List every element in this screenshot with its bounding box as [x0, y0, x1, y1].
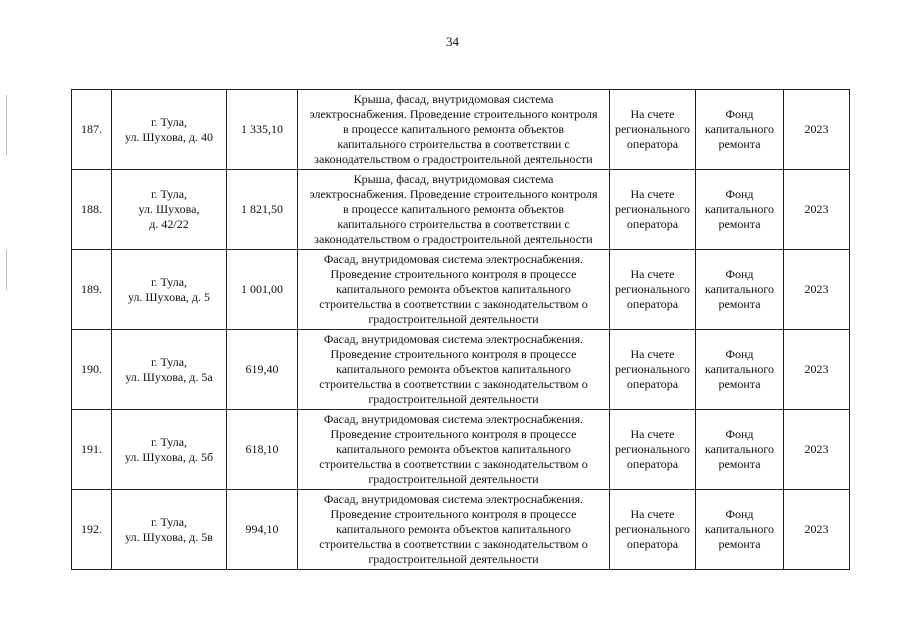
account-cell	[610, 330, 696, 410]
cell-line: ул. Шухова, д. 5а	[125, 369, 213, 384]
cell-line: градостроительной деятельности	[368, 472, 539, 486]
row-number: 189.	[72, 250, 112, 330]
cell-line: регионального	[614, 522, 691, 536]
cell-line: д. 42/22	[149, 217, 189, 231]
cell-line: Крыша, фасад, внутридомовая система	[353, 172, 554, 186]
table-row	[72, 330, 850, 410]
funding-source-cell	[696, 490, 784, 570]
cell-line: ремонта	[718, 537, 761, 551]
row-number: 191.	[72, 410, 112, 490]
cell-line: капитального ремонта объектов капитального	[336, 282, 571, 296]
table-row	[72, 490, 850, 570]
cell-line: в процессе капитального ремонта объектов	[342, 202, 565, 216]
cell-line: градостроительной деятельности	[368, 312, 539, 326]
area-cell: 994,10	[227, 490, 298, 570]
cell-line: Фасад, внутридомовая система электроснабжения.	[323, 332, 584, 346]
cell-line: оператора	[626, 137, 679, 151]
cell-line: регионального	[614, 282, 691, 296]
cell-line: оператора	[626, 377, 679, 391]
work-description-cell	[298, 330, 610, 410]
cell-line: г. Тула,	[150, 187, 188, 201]
row-number: 187.	[72, 90, 112, 170]
work-description-cell	[298, 90, 610, 170]
cell-line: Фонд	[725, 427, 754, 441]
cell-line: капитального	[705, 202, 774, 216]
funding-source-cell	[696, 170, 784, 250]
cell-line: регионального	[614, 202, 691, 216]
cell-line: Фонд	[725, 187, 754, 201]
work-description-cell	[298, 410, 610, 490]
cell-line: оператора	[626, 297, 679, 311]
account-cell	[610, 490, 696, 570]
year-cell: 2023	[784, 410, 850, 490]
funding-source-cell	[696, 250, 784, 330]
cell-line: На счете	[630, 107, 675, 121]
area-cell: 618,10	[227, 410, 298, 490]
area-cell: 1 001,00	[227, 250, 298, 330]
page-number: 34	[446, 34, 459, 49]
funding-source-cell	[696, 330, 784, 410]
address-cell	[112, 490, 227, 570]
account-cell	[610, 250, 696, 330]
cell-line: ул. Шухова, д. 5б	[124, 449, 214, 464]
cell-line: капитального	[705, 442, 774, 456]
area-cell: 1 821,50	[227, 170, 298, 250]
account-cell	[610, 170, 696, 250]
cell-line: регионального	[614, 442, 691, 456]
cell-line: г. Тула,	[150, 354, 188, 369]
cell-line: Фасад, внутридомовая система электроснабжения.	[323, 252, 584, 266]
cell-line: градостроительной деятельности	[368, 392, 539, 406]
address-cell	[112, 90, 227, 170]
cell-line: Проведение строительного контроля в процессе	[330, 267, 577, 281]
cell-line: На счете	[630, 347, 675, 361]
row-number: 192.	[72, 490, 112, 570]
cell-line: капитального ремонта объектов капитального	[336, 522, 571, 536]
cell-line: ул. Шухова,	[138, 202, 200, 216]
account-cell	[610, 410, 696, 490]
cell-line: строительства в соответствии с законодательством о	[319, 297, 588, 311]
year-cell: 2023	[784, 490, 850, 570]
cell-line: Фасад, внутридомовая система электроснабжения.	[323, 492, 584, 506]
cell-line: ремонта	[718, 297, 761, 311]
cell-line: ремонта	[718, 457, 761, 471]
cell-line: капитального	[705, 522, 774, 536]
cell-line: регионального	[614, 122, 691, 136]
cell-line: Фонд	[725, 267, 754, 281]
cell-line: строительства в соответствии с законодательством о	[319, 377, 588, 391]
table-row	[72, 410, 850, 490]
cell-line: г. Тула,	[150, 514, 188, 529]
area-cell: 1 335,10	[227, 90, 298, 170]
cell-line: электроснабжения. Проведение строительного контроля	[309, 107, 598, 121]
cell-line: Проведение строительного контроля в процессе	[330, 507, 577, 521]
account-cell	[610, 90, 696, 170]
table-row	[72, 250, 850, 330]
cell-line: капитального	[705, 362, 774, 376]
cell-line: ремонта	[718, 217, 761, 231]
cell-line: оператора	[626, 457, 679, 471]
cell-line: капитального ремонта объектов капитального	[336, 442, 571, 456]
cell-line: Фасад, внутридомовая система электроснабжения.	[323, 412, 584, 426]
cell-line: Фонд	[725, 107, 754, 121]
cell-line: ул. Шухова, д. 5в	[125, 529, 213, 544]
address-cell	[112, 410, 227, 490]
cell-line: На счете	[630, 427, 675, 441]
cell-line: г. Тула,	[150, 114, 188, 129]
cell-line: Фонд	[725, 347, 754, 361]
cell-line: Проведение строительного контроля в процессе	[330, 427, 577, 441]
cell-line: ул. Шухова, д. 5	[127, 289, 211, 304]
cell-line: оператора	[626, 537, 679, 551]
cell-line: капитального	[705, 122, 774, 136]
cell-line: в процессе капитального ремонта объектов	[342, 122, 565, 136]
row-number: 188.	[72, 170, 112, 250]
scan-margin-mark	[6, 250, 7, 290]
work-description-cell	[298, 490, 610, 570]
address-cell	[112, 330, 227, 410]
cell-line: На счете	[630, 267, 675, 281]
cell-line: законодательством о градостроительной деятельности	[314, 152, 593, 166]
cell-line: строительства в соответствии с законодательством о	[319, 457, 588, 471]
table-row	[72, 90, 850, 170]
work-description-cell	[298, 170, 610, 250]
cell-line: электроснабжения. Проведение строительного контроля	[309, 187, 598, 201]
year-cell: 2023	[784, 330, 850, 410]
cell-line: ремонта	[718, 137, 761, 151]
work-description-cell	[298, 250, 610, 330]
cell-line: Проведение строительного контроля в процессе	[330, 347, 577, 361]
year-cell: 2023	[784, 170, 850, 250]
cell-line: оператора	[626, 217, 679, 231]
area-cell: 619,40	[227, 330, 298, 410]
funding-source-cell	[696, 410, 784, 490]
cell-line: капитального	[705, 282, 774, 296]
repair-program-table	[71, 89, 850, 570]
cell-line: капитального строительства в соответствии с	[337, 217, 570, 231]
cell-line: ул. Шухова, д. 40	[124, 129, 214, 144]
scan-margin-mark	[6, 95, 7, 155]
address-cell	[112, 250, 227, 330]
cell-line: г. Тула,	[150, 274, 188, 289]
year-cell: 2023	[784, 90, 850, 170]
cell-line: законодательством о градостроительной деятельности	[314, 232, 593, 246]
year-cell: 2023	[784, 250, 850, 330]
address-cell	[112, 170, 227, 250]
cell-line: На счете	[630, 507, 675, 521]
cell-line: Фонд	[725, 507, 754, 521]
cell-line: строительства в соответствии с законодательством о	[319, 537, 588, 551]
cell-line: Крыша, фасад, внутридомовая система	[353, 92, 554, 106]
cell-line: градостроительной деятельности	[368, 552, 539, 566]
table-row	[72, 170, 850, 250]
cell-line: капитального строительства в соответствии с	[337, 137, 570, 151]
funding-source-cell	[696, 90, 784, 170]
row-number: 190.	[72, 330, 112, 410]
cell-line: ремонта	[718, 377, 761, 391]
cell-line: капитального ремонта объектов капитального	[336, 362, 571, 376]
cell-line: г. Тула,	[150, 434, 188, 449]
cell-line: регионального	[614, 362, 691, 376]
cell-line: На счете	[630, 187, 675, 201]
